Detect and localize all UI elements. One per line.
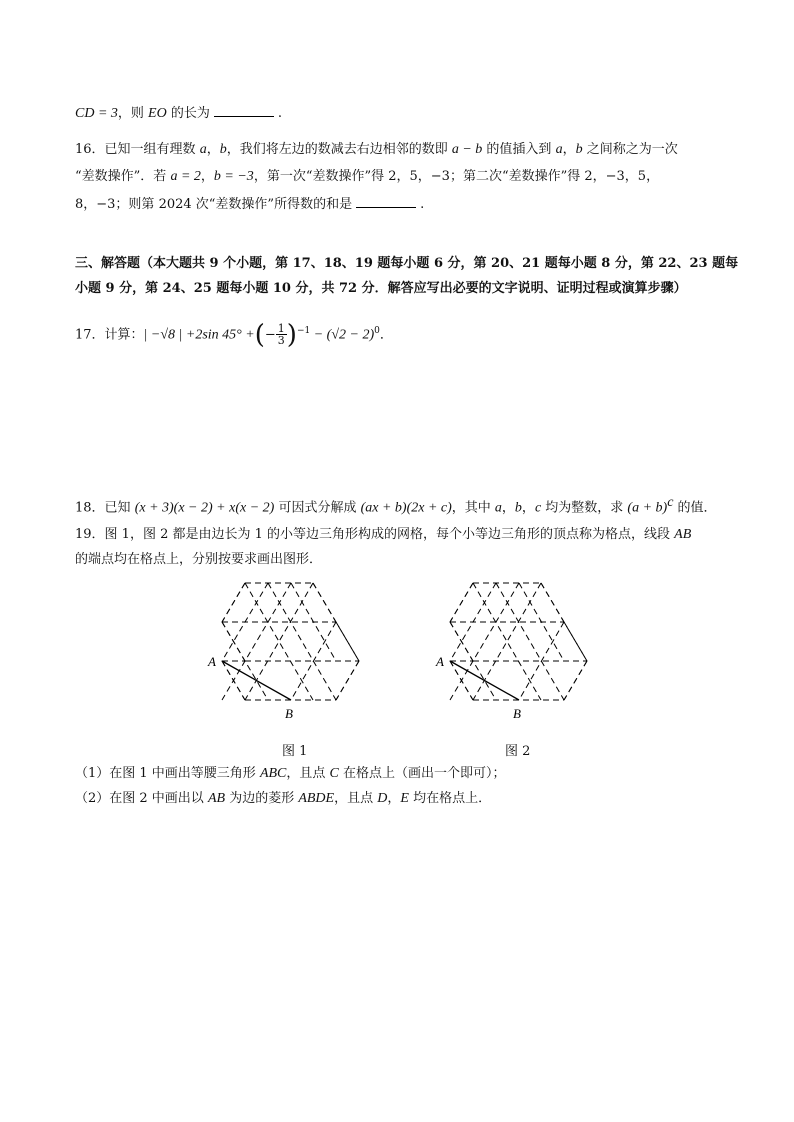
label-a: A [208,654,216,669]
text: ． [379,327,393,343]
var: D [377,791,388,806]
q19-line-1 [75,526,691,544]
segment-ab [222,661,291,700]
var: AB [207,791,226,806]
grid-edge [222,583,359,700]
segment-ab [450,661,519,700]
var: c [534,500,542,516]
exponent: −1 [296,326,311,336]
text: 为边的菱形 [225,791,299,806]
paren: ( [254,319,265,350]
section3-heading-2: 小题 9 分，第 24、25 题每小题 10 分，共 72 分．解答应写出必要的文字说明、证明过程或演算步骤） [75,281,687,296]
answer-blank[interactable] [356,195,416,208]
figure-2 [433,575,603,725]
var: b [514,500,522,516]
text: 之间称之为一次 [582,142,678,157]
text: a = 2 [170,169,201,184]
text: ， [562,142,576,157]
text: ， [501,500,515,516]
text: 的值． [673,500,717,516]
text: 16．已知一组有理数 [75,142,200,157]
text: 的长为 [166,106,210,121]
grid-edge [222,583,359,700]
text: a [199,142,207,157]
text: CD = 3 [75,106,118,121]
exponent: 0 [374,326,380,336]
text: （1）在图 1 中画出等腰三角形 [75,766,260,781]
text: 8，−3；则第 2024 次“差数操作”所得数的和是 [75,197,353,212]
text: 17．计算： [75,327,144,343]
triangle-grid [222,583,359,700]
q19-sub-2 [75,790,491,808]
label-b: B [513,706,521,721]
text: ，第一次“差数操作”得 2，5，−3；第二次“差数操作”得 2，−3，5， [253,169,660,184]
var: C [329,766,339,781]
q17 [75,318,393,348]
text: EO [148,106,167,121]
q16-line-1 [75,141,678,159]
text: ，其中 [451,500,495,516]
text: ， [206,142,220,157]
text: ，且点 [334,791,378,806]
formula: (x + 3)(x − 2) + x(x − 2) [134,500,275,516]
q19-line-2: 的端点均在格点上，分别按要求画出图形． [75,552,323,567]
text: 均在格点上． [408,791,492,806]
figure-1-caption: 图 1 [282,744,308,759]
text: 18．已知 [75,500,135,516]
text: . [277,106,282,121]
numerator: 1 [277,322,285,336]
grid-edge [222,583,359,700]
q16-line-2 [75,168,659,186]
q18 [75,494,717,517]
formula: − (√2 − 2) [310,327,375,343]
formula: (ax + b)(2x + c) [360,500,452,516]
var: ABDE [298,791,335,806]
grid-edge [450,583,587,700]
exponent: c [667,495,674,510]
fraction [276,323,287,346]
var: ABC [259,766,287,781]
text: . [420,197,425,212]
text: ， [387,791,401,806]
formula: | −√8 | +2sin 45° + [143,327,255,343]
q15-tail [75,104,282,123]
var: E [400,791,409,806]
section3-heading-1: 三、解答题（本大题共 9 个小题，第 17、18、19 题每小题 6 分，第 20、21 题每小题 8 分，第 22、23 题每 [75,256,739,271]
text: 在格点上（画出一个即可）； [338,766,506,781]
q19-sub-1 [75,765,506,783]
text: 可因式分解成 [274,500,361,516]
answer-blank[interactable] [214,104,274,117]
text: 均为整数，求 [541,500,628,516]
figure-2-caption: 图 2 [505,744,531,759]
var: AB [674,527,692,542]
label-b: B [285,706,293,721]
label-a: A [436,654,444,669]
text: b [575,142,583,157]
text: ， [521,500,535,516]
formula: (a + b) [627,500,668,516]
text: （2）在图 2 中画出以 [75,791,208,806]
text: ，我们将左边的数减去右边相邻的数即 [226,142,452,157]
grid-edge [450,583,587,700]
text: ，则 [117,106,149,121]
text: 19．图 1，图 2 都是由边长为 1 的小等边三角形构成的网格，每个小等边三角形的顶点称为格点，线段 [75,527,675,542]
text: a [555,142,563,157]
text: ， [200,169,214,184]
text: 的值插入到 [482,142,556,157]
var: a [494,500,502,516]
text: ，且点 [286,766,330,781]
text: a − b [451,142,483,157]
text: b [219,142,227,157]
q16-line-3 [75,195,424,214]
minus: − [264,327,276,343]
triangle-grid [450,583,587,700]
figure-1 [205,575,375,725]
grid-edge [450,583,587,700]
text: “差数操作”．若 [75,169,171,184]
text: b = −3 [213,169,254,184]
denominator: 3 [277,334,285,348]
paren: ) [286,319,297,350]
